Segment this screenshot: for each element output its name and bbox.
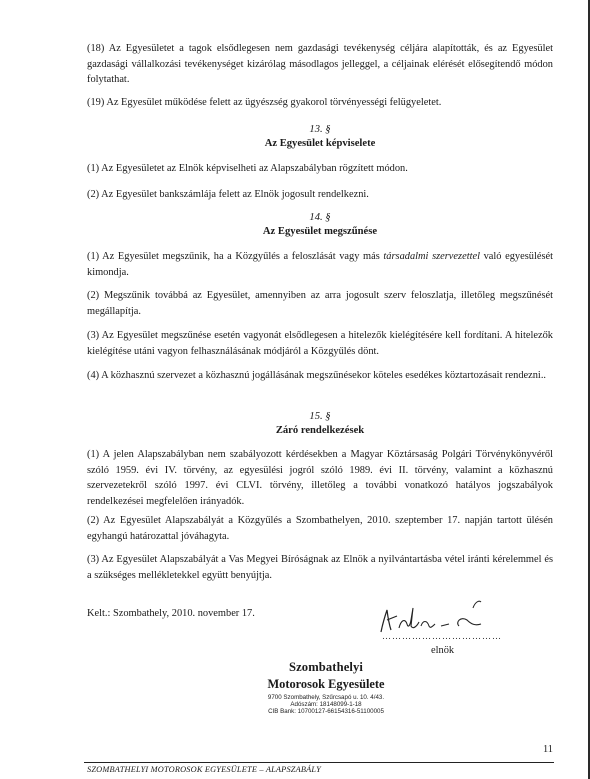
footer-divider	[84, 762, 554, 763]
section-13-number: 13. §	[309, 124, 331, 135]
section-15-paragraph-1: (1) A jelen Alapszabályban nem szabályozott kérdésekben a Magyar Köztársaság Polgári Törvénykönyvéről szóló 1959. évi IV. törvény, az egyesülési jogról szóló 1989. évi II. törvény, valamint a közhasznú szervezetekről szóló 1997. évi CLVI. törvény, illetőleg a további vonatkozó hatályos jogszabályok rendelkezései megfelelően irányadók.	[87, 449, 553, 507]
section-15-paragraph-2: (2) Az Egyesület Alapszabályát a Közgyűlés a Szombathelyen, 2010. szeptember 17. napján tartott ülésén egyhangú határozattal jóváhagyta.	[87, 515, 553, 542]
section-14-p1-text-a: (1) Az Egyesület megszűnik, ha a Közgyűlés a feloszlását vagy más	[87, 251, 384, 262]
section-14-p1-text-b: való egyesülését kimondja.	[87, 251, 554, 278]
section-14-paragraph-2: (2) Megszűnik továbbá az Egyesület, amennyiben az arra jogosult szerv feloszlatja, illetőleg megszűnését megállapítja.	[87, 290, 553, 317]
section-14-number: 14. §	[309, 212, 331, 223]
footer-text: SZOMBATHELYI MOTOROSOK EGYESÜLETE – ALAPSZABÁLY	[87, 765, 321, 774]
section-14-title: Az Egyesület megszűnése	[262, 226, 378, 237]
signature-line: ………………………………	[382, 631, 502, 641]
section-14-paragraph-1	[87, 249, 553, 280]
stamp-line-2: Motorosok Egyesülete	[267, 677, 385, 691]
page-number: 11	[543, 744, 554, 755]
section-13-paragraph-2: (2) Az Egyesület bankszámlája felett az Elnök jogosult rendelkezni.	[87, 189, 369, 200]
paragraph-18: (18) Az Egyesületet a tagok elsődlegesen nem gazdasági tevékenység céljára alapították, és az Egyesület gazdasági vállalkozási tevékenységet kizárólag másodlagos jelleggel, a céljainak elérését elősegítendő módon folytathat.	[87, 43, 553, 85]
stamp-line-1: Szombathelyi	[289, 660, 363, 674]
section-15-title: Záró rendelkezések	[275, 425, 365, 436]
paragraph-19: (19) Az Egyesület működése felett az ügyészség gyakorol törvényességi felügyeletet.	[87, 97, 442, 108]
section-13-title: Az Egyesület képviselete	[264, 138, 376, 149]
signer-title: elnök	[431, 645, 455, 656]
section-15-number: 15. §	[309, 411, 331, 422]
stamp-tax-number: Adószám: 18148099-1-18	[290, 701, 362, 708]
stamp-address: 9700 Szombathely, Szűrcsapó u. 10. 4/43.	[267, 694, 385, 701]
stamp-bank-account: CIB Bank: 10700127-66154316-51100005	[268, 708, 384, 715]
section-13-paragraph-1: (1) Az Egyesületet az Elnök képviselheti az Alapszabályban rögzített módon.	[87, 163, 408, 174]
section-14-paragraph-3: (3) Az Egyesület megszűnése esetén vagyonát elsődlegesen a hitelezők kielégítésére kell fordítani. A hitelezők kielégítése utáni vagyon felhasználásának módjáról a Közgyűlés dönt.	[87, 330, 553, 357]
section-14-p1-italic: társadalmi szervezettel	[383, 251, 480, 262]
section-14-paragraph-4: (4) A közhasznú szervezet a közhasznú jogállásának megszűnésekor köteles esedékes köztartozásait rendezni..	[87, 370, 547, 381]
section-15-paragraph-3: (3) Az Egyesület Alapszabályát a Vas Megyei Bíróságnak az Elnök a nyilvántartásba vétel iránti kérelemmel és a szükséges mellékletekkel együtt benyújtja.	[87, 554, 553, 581]
place-date: Kelt.: Szombathely, 2010. november 17.	[87, 608, 255, 619]
